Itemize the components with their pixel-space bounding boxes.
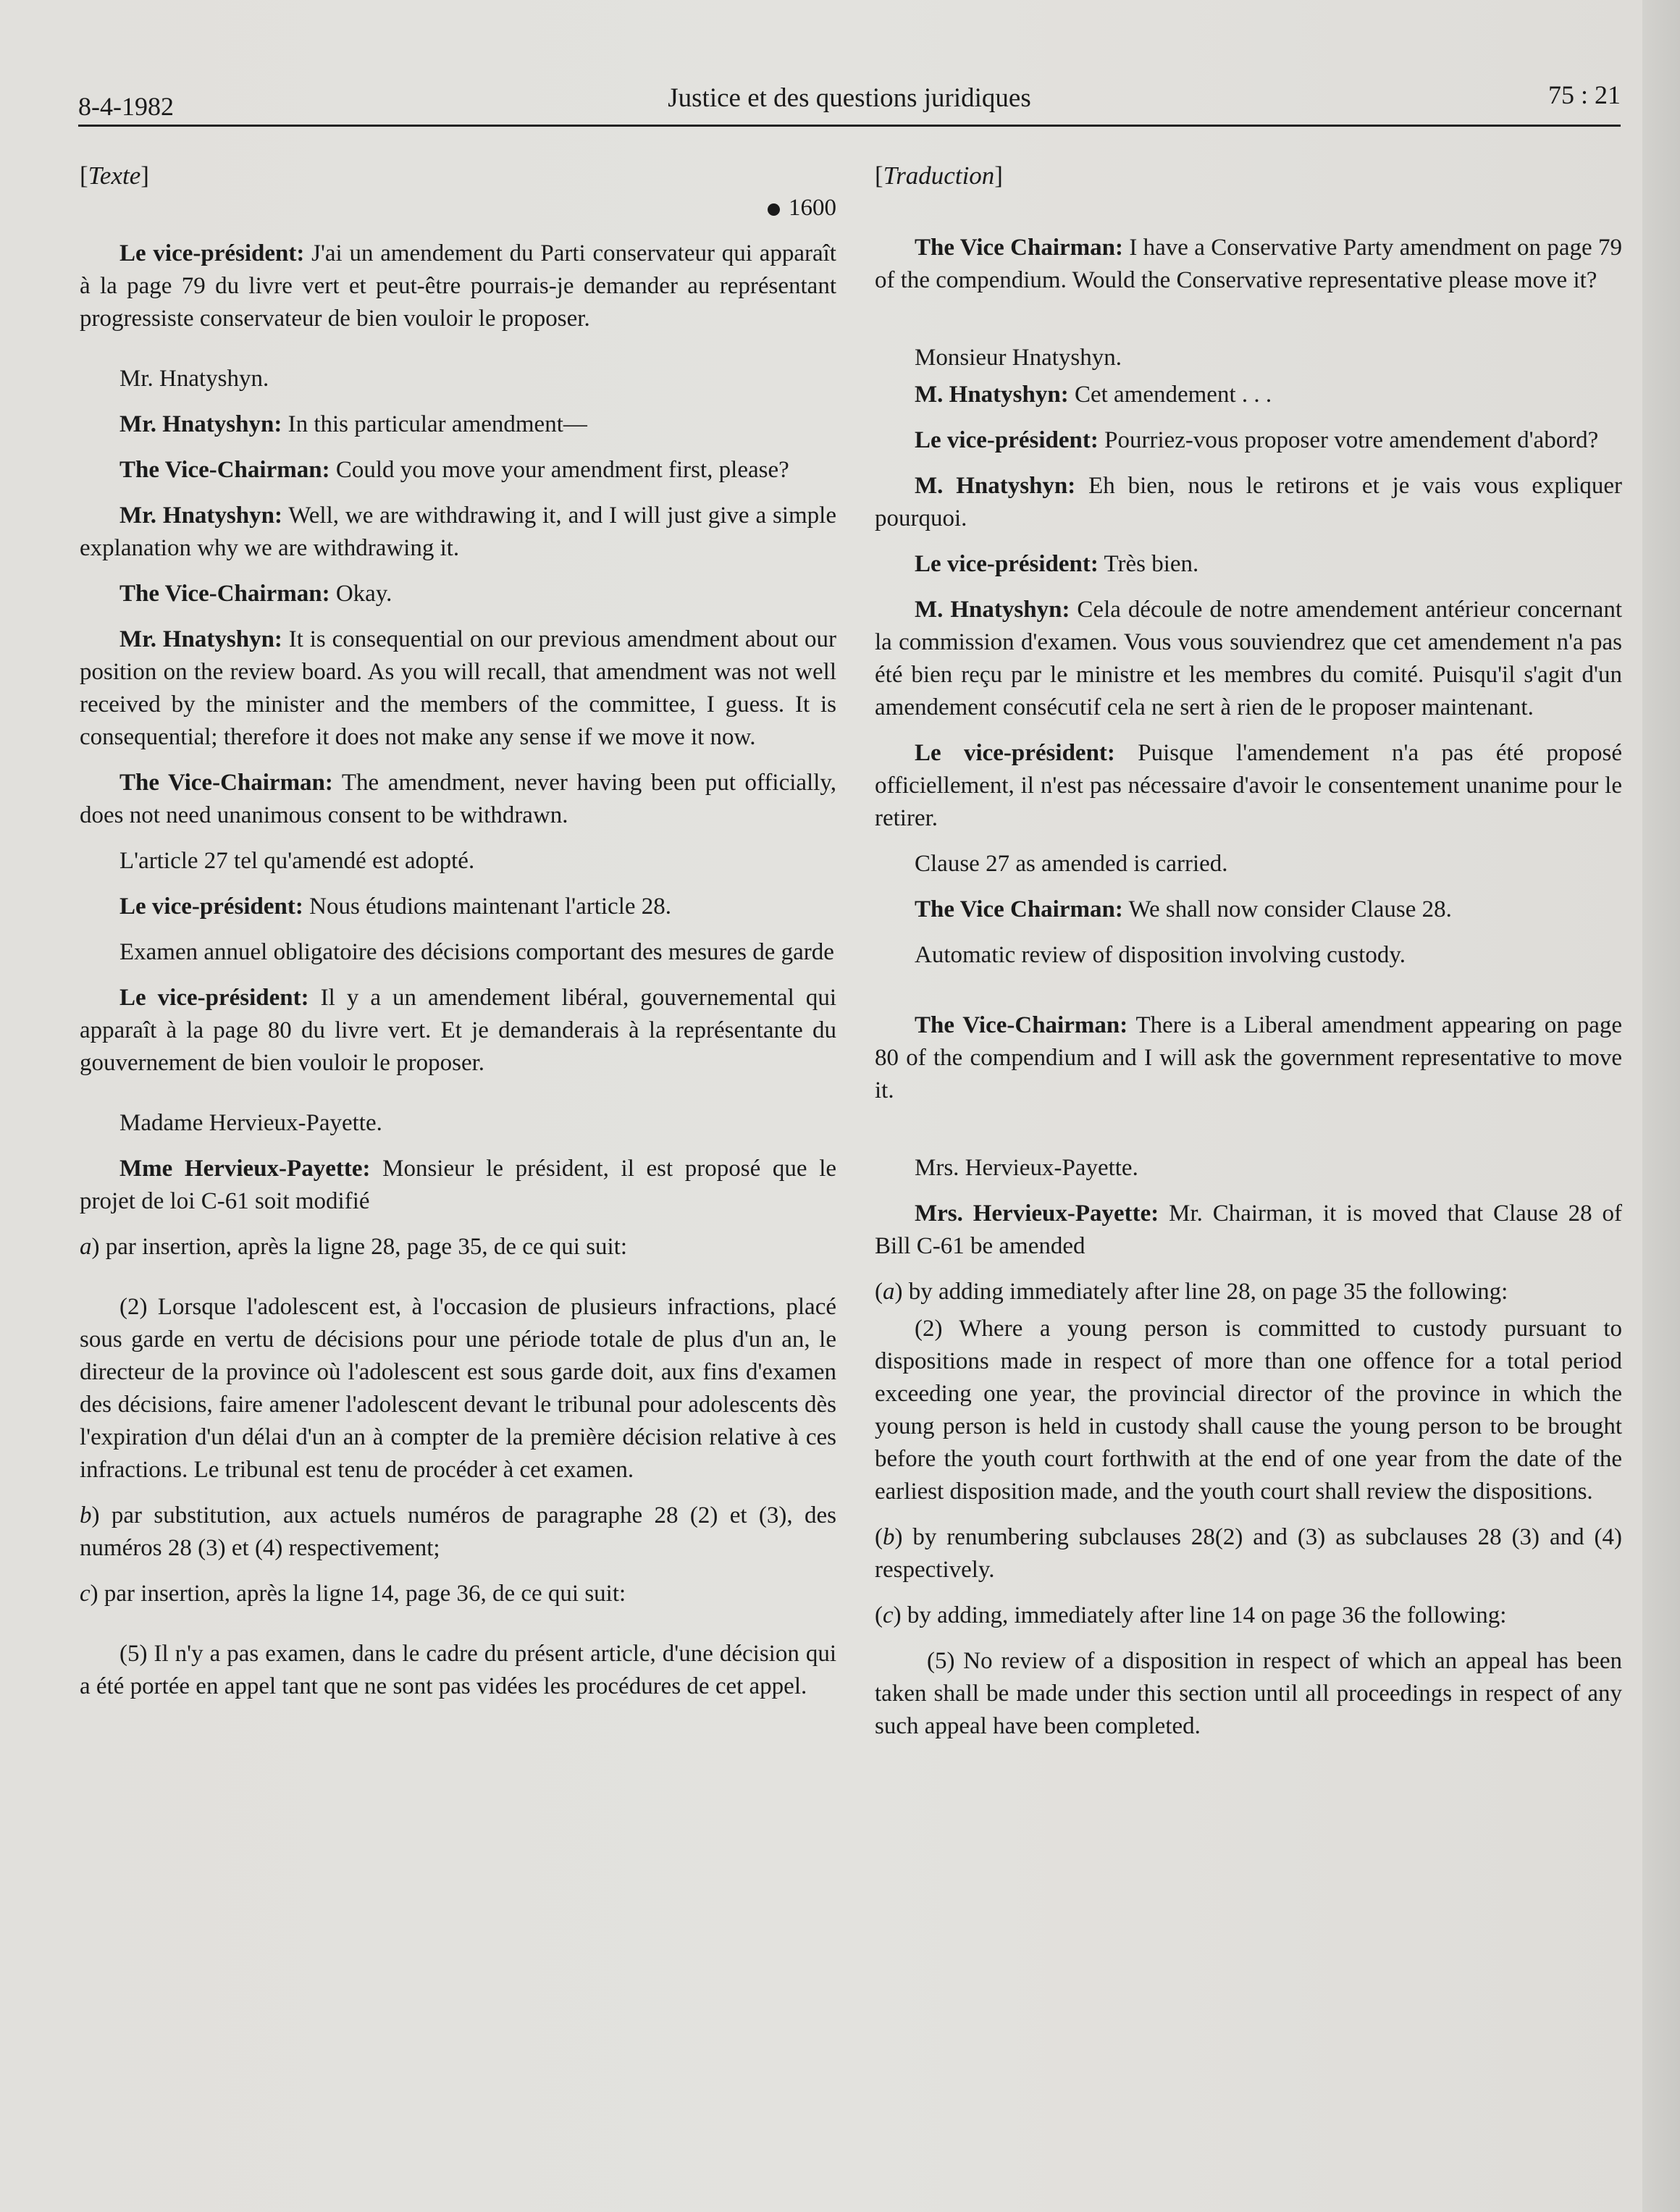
left-column <box>80 159 836 1703</box>
speech-paragraph: Le vice-président: J'ai un amendement du Parti conservateur qui apparaît à la page 79 du livre vert et peut-être pourrais-je demander au représentant progressiste conservateur de bien vouloir le proposer. <box>80 240 836 332</box>
right-column <box>875 159 1622 1743</box>
header-date: 8-4-1982 <box>78 92 174 121</box>
speech-paragraph: Le vice-président: Nous étudions maintenant l'article 28. <box>119 893 672 920</box>
quoted-provision: (2) Where a young person is committed to custody pursuant to dispositions made in respect of more than one offence for a total period exceeding one year, the provincial director of the province in which the young person is held in custody shall cause the young person to be brought before the youth court forthwith at the end of one year from the date of the earliest disposition made, and the youth court shall review the dispositions. <box>875 1316 1622 1505</box>
time-marker: 1600 <box>80 192 836 224</box>
speech-paragraph: Le vice-président: Il y a un amendement libéral, gouvernemental qui apparaît à la page 80 du livre vert. Et je demanderais à la représentante du gouvernement de bien vouloir le proposer. <box>80 985 836 1076</box>
speech-paragraph: Mme Hervieux-Payette: Monsieur le président, il est proposé que le projet de loi C-61 soit modifié <box>80 1156 837 1214</box>
speech-paragraph: Le vice-président: Puisque l'amendement n'a pas été proposé officiellement, il n'est pas nécessaire d'avoir le consentement unanime pour le retirer. <box>875 740 1622 831</box>
speech-paragraph: M. Hnatyshyn: Eh bien, nous le retirons et je vais vous expliquer pourquoi. <box>875 473 1622 531</box>
speech-paragraph: The Vice Chairman: We shall now consider Clause 28. <box>915 896 1452 922</box>
running-header <box>78 78 1621 127</box>
speaker-call: Mrs. Hervieux-Payette. <box>915 1155 1138 1181</box>
speaker-call: Monsieur Hnatyshyn. <box>915 345 1122 371</box>
amendment-item-c: (c) by adding, immediately after line 14 on page 36 the following: <box>875 1602 1507 1628</box>
speech-paragraph: Mrs. Hervieux-Payette: Mr. Chairman, it is moved that Clause 28 of Bill C-61 be amended <box>875 1200 1622 1259</box>
procedural-note: Clause 27 as amended is carried. <box>915 851 1228 877</box>
speech-paragraph: Mr. Hnatyshyn: In this particular amendment— <box>119 411 587 437</box>
quoted-provision: (5) No review of a disposition in respect of which an appeal has been taken shall be made under this section until all proceedings in respect of any such appeal have been completed. <box>875 1648 1622 1739</box>
page-gutter <box>1642 0 1680 2212</box>
clause-heading: Examen annuel obligatoire des décisions comportant des mesures de garde <box>119 939 834 965</box>
clause-heading: Automatic review of disposition involving custody. <box>915 942 1406 968</box>
amendment-item-a: a) par insertion, après la ligne 28, page 35, de ce qui suit: <box>80 1234 628 1260</box>
speech-paragraph: Mr. Hnatyshyn: Well, we are withdrawing it, and I will just give a simple explanation why we are withdrawing it. <box>80 502 836 561</box>
header-folio: 75 : 21 <box>1547 80 1621 109</box>
header-title: Justice et des questions juridiques <box>668 83 1031 113</box>
amendment-item-b: (b) by renumbering subclauses 28(2) and (3) as subclauses 28 (3) and (4) respectively. <box>875 1524 1622 1583</box>
column-tag: [Texte] <box>80 161 149 190</box>
speech-paragraph: Mr. Hnatyshyn: It is consequential on our previous amendment about our position on the review board. As you will recall, that amendment was not well received by the minister and the members of the committee, I guess. It is consequential; therefore it does not make any sense if we move it now. <box>80 626 836 750</box>
speaker-call: Mr. Hnatyshyn. <box>119 366 269 392</box>
speech-paragraph: The Vice-Chairman: Okay. <box>119 581 392 607</box>
amendment-item-a: (a) by adding immediately after line 28, on page 35 the following: <box>875 1279 1508 1305</box>
speech-paragraph: M. Hnatyshyn: Cet amendement . . . <box>915 382 1272 408</box>
procedural-note: L'article 27 tel qu'amendé est adopté. <box>119 848 475 874</box>
speech-paragraph: The Vice Chairman: I have a Conservative Party amendment on page 79 of the compendium. Would the Conservative representative please move it? <box>875 235 1622 293</box>
bullet-icon <box>768 203 780 216</box>
speech-paragraph: The Vice-Chairman: There is a Liberal amendment appearing on page 80 of the compendium and I will ask the government representative to move it. <box>875 1012 1622 1103</box>
speech-paragraph: The Vice-Chairman: Could you move your amendment first, please? <box>119 457 789 483</box>
quoted-provision: (5) Il n'y a pas examen, dans le cadre du présent article, d'une décision qui a été portée en appel tant que ne sont pas vidées les procédures de cet appel. <box>80 1641 836 1699</box>
speech-paragraph: Le vice-président: Très bien. <box>915 551 1199 577</box>
speech-paragraph: Le vice-président: Pourriez-vous proposer votre amendement d'abord? <box>915 427 1599 453</box>
speech-paragraph: The Vice-Chairman: The amendment, never having been put officially, does not need unanimous consent to be withdrawn. <box>80 770 836 828</box>
amendment-item-b: b) par substitution, aux actuels numéros de paragraphe 28 (2) et (3), des numéros 28 (3) et (4) respectivement; <box>80 1502 836 1561</box>
speaker-call: Madame Hervieux-Payette. <box>119 1110 382 1136</box>
speech-paragraph: M. Hnatyshyn: Cela découle de notre amendement antérieur concernant la commission d'examen. Vous vous souviendrez que cet amendement n'a pas été bien reçu par le ministre et les membres du comité. Puisqu'il s'agit d'un amendement consécutif cela ne sert à rien de le proposer maintenant. <box>875 597 1622 720</box>
quoted-provision: (2) Lorsque l'adolescent est, à l'occasion de plusieurs infractions, placé sous garde en vertu de décisions pour une période totale de plus d'un an, le directeur de la province où l'adolescent est sous garde doit, aux fins d'examen des décisions, faire amener l'adolescent devant le tribunal pour adolescents dès l'expiration d'un délai d'un an à compter de la première décision relative à ces infractions. Le tribunal est tenu de procéder à cet examen. <box>80 1294 836 1483</box>
amendment-item-c: c) par insertion, après la ligne 14, page 36, de ce qui suit: <box>80 1581 626 1607</box>
column-tag: [Traduction] <box>875 161 1003 190</box>
